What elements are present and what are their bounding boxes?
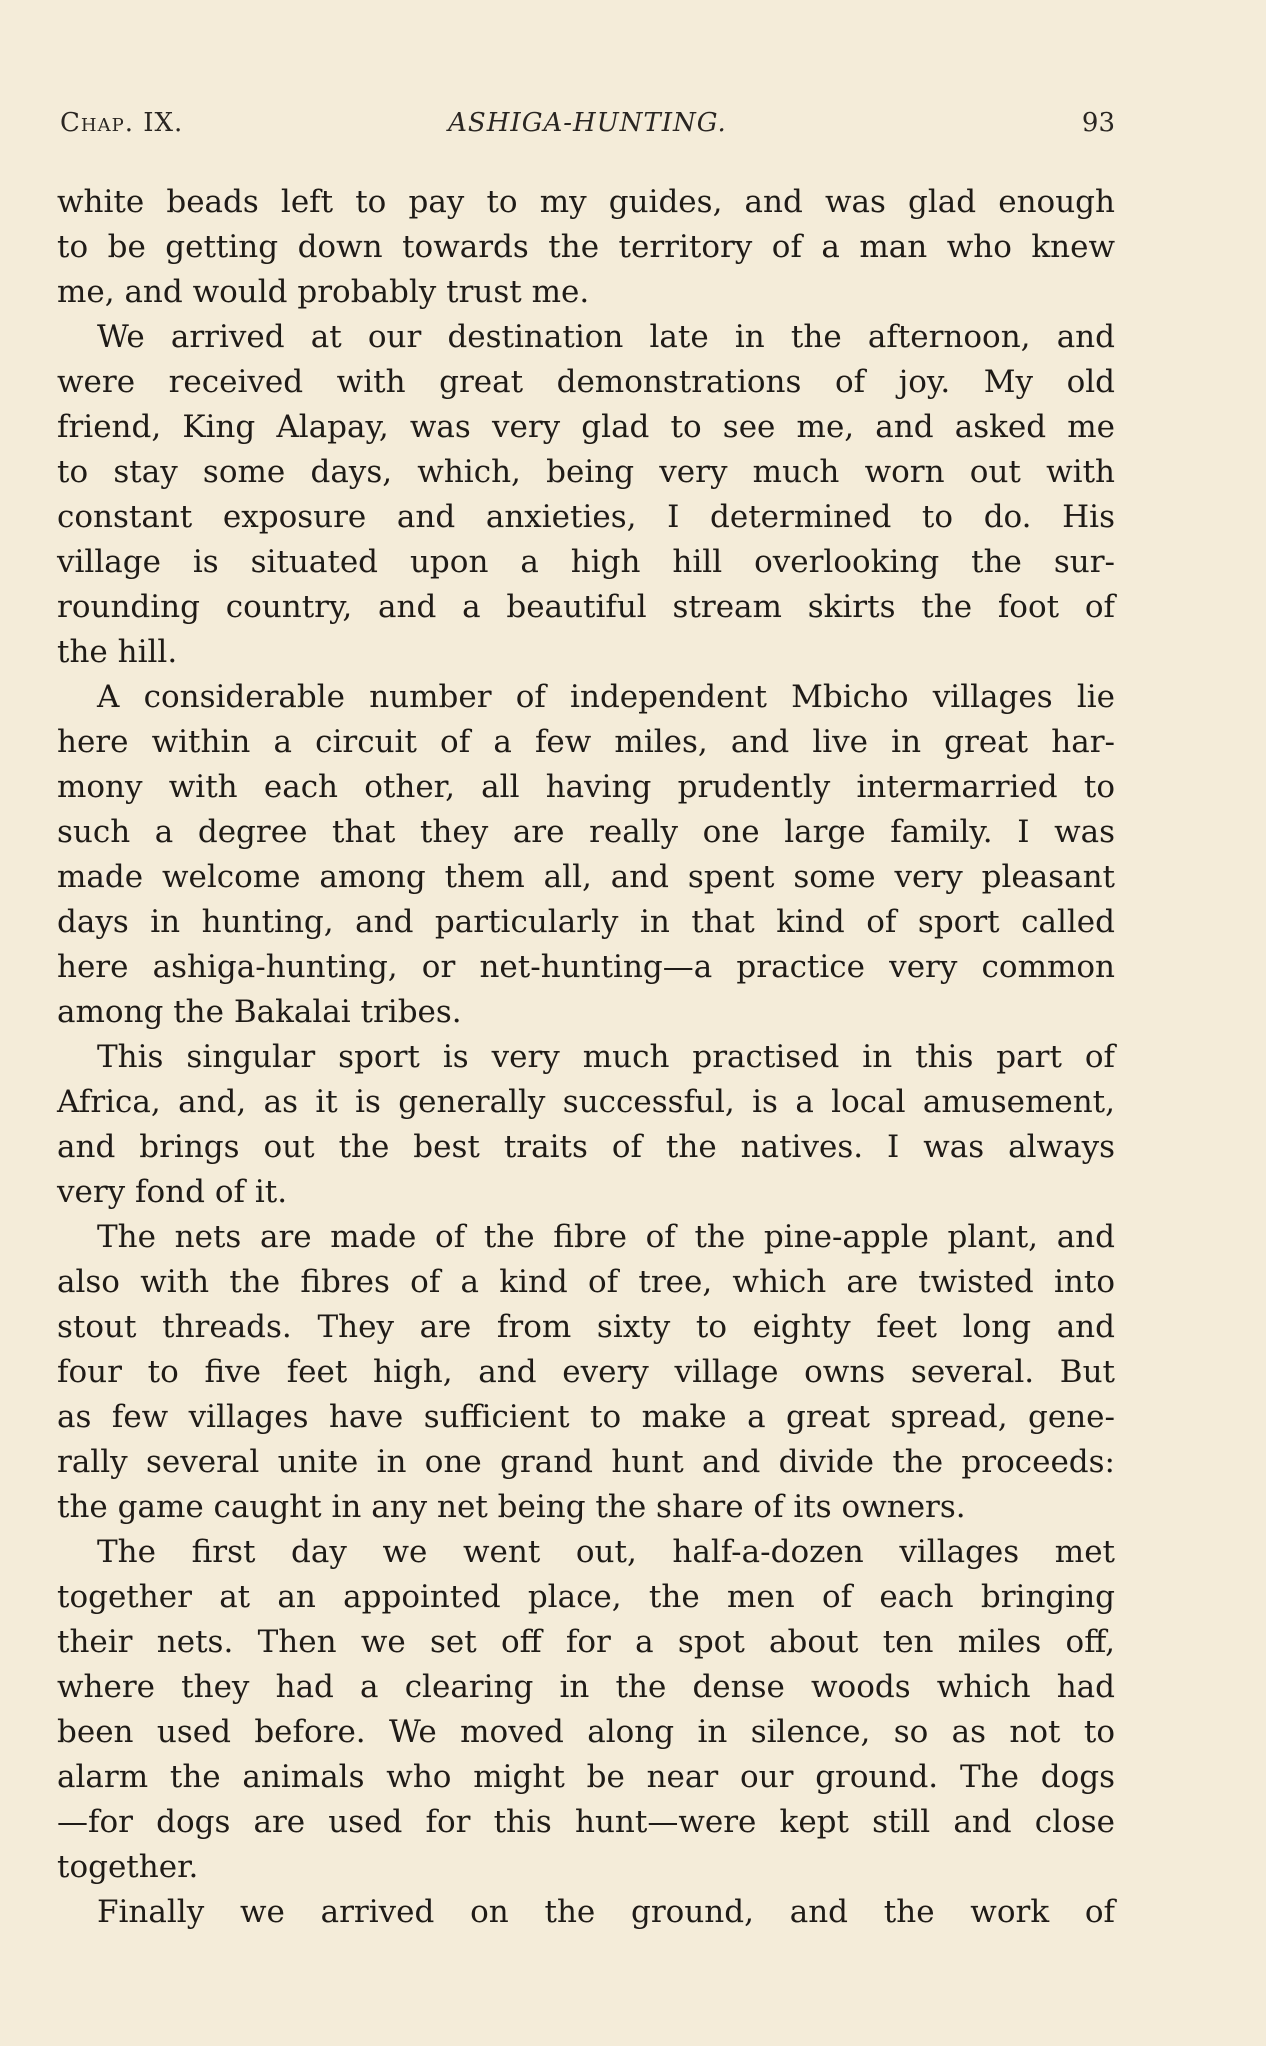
text-line: village is situated upon a high hill overlooking the sur-: [57, 544, 1115, 580]
text-line: This singular sport is very much practised in this part of: [97, 1039, 1115, 1075]
text-line: We arrived at our destination late in the afternoon, and: [97, 319, 1115, 355]
text-line: The nets are made of the fibre of the pine-apple plant, and: [97, 1219, 1115, 1255]
text-line: constant exposure and anxieties, I determined to do. His: [57, 499, 1115, 535]
text-line: such a degree that they are really one large family. I was: [57, 814, 1115, 850]
running-title: ASHIGA-HUNTING.: [448, 108, 727, 138]
chapter-label: Chap. IX.: [60, 108, 184, 138]
text-line: to be getting down towards the territory of a man who knew: [57, 229, 1115, 265]
text-line: where they had a clearing in the dense woods which had: [57, 1669, 1115, 1705]
text-line: four to five feet high, and every village owns several. But: [57, 1354, 1115, 1390]
text-line: to stay some days, which, being very much worn out with: [57, 454, 1115, 490]
page-number: 93: [1081, 108, 1115, 138]
text-line: the hill.: [57, 634, 178, 670]
text-line: days in hunting, and particularly in that kind of sport called: [57, 904, 1115, 940]
text-line: white beads left to pay to my guides, and was glad enough: [57, 184, 1115, 220]
text-line: here ashiga-hunting, or net-hunting—a practice very common: [57, 949, 1115, 985]
text-line: Africa, and, as it is generally successful, is a local amusement,: [57, 1084, 1115, 1120]
text-line: been used before. We moved along in silence, so as not to: [57, 1714, 1115, 1750]
text-line: alarm the animals who might be near our ground. The dogs: [57, 1759, 1115, 1795]
running-header: [60, 108, 1115, 148]
text-line: A considerable number of independent Mbicho villages lie: [97, 679, 1115, 715]
text-line: me, and would probably trust me.: [57, 274, 590, 310]
text-line: —for dogs are used for this hunt—were kept still and close: [57, 1804, 1115, 1840]
text-line: and brings out the best traits of the natives. I was always: [57, 1129, 1115, 1165]
text-line: friend, King Alapay, was very glad to see me, and asked me: [57, 409, 1115, 445]
text-line: their nets. Then we set off for a spot about ten miles off,: [57, 1624, 1115, 1660]
text-line: also with the fibres of a kind of tree, which are twisted into: [57, 1264, 1115, 1300]
text-line: made welcome among them all, and spent some very pleasant: [57, 859, 1115, 895]
text-line: rounding country, and a beautiful stream skirts the foot of: [57, 589, 1115, 625]
text-line: together at an appointed place, the men of each bringing: [57, 1579, 1115, 1615]
text-line: together.: [57, 1849, 199, 1885]
text-line: here within a circuit of a few miles, and live in great har-: [57, 724, 1115, 760]
text-line: stout threads. They are from sixty to eighty feet long and: [57, 1309, 1115, 1345]
body-text: [57, 180, 1115, 1935]
text-line: as few villages have sufficient to make a great spread, gene-: [57, 1399, 1115, 1435]
text-line: were received with great demonstrations of joy. My old: [57, 364, 1115, 400]
text-line: among the Bakalai tribes.: [57, 994, 462, 1030]
text-line: rally several unite in one grand hunt and divide the proceeds:: [57, 1444, 1115, 1480]
text-line: mony with each other, all having prudently intermarried to: [57, 769, 1115, 805]
text-line: very fond of it.: [57, 1174, 288, 1210]
text-line: the game caught in any net being the share of its owners.: [57, 1489, 966, 1525]
text-line: The first day we went out, half-a-dozen villages met: [97, 1534, 1115, 1570]
text-line: Finally we arrived on the ground, and the work of: [97, 1894, 1115, 1930]
